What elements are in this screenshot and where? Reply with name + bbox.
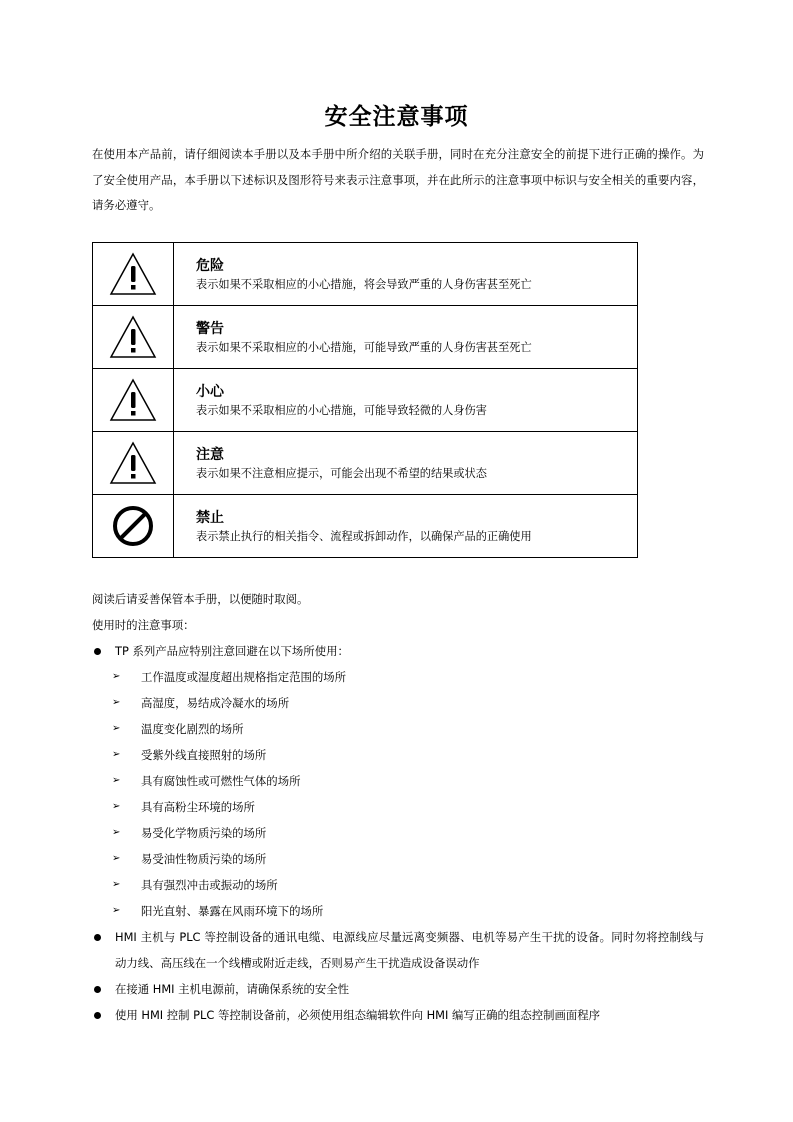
safety-row-caution — [93, 369, 638, 432]
bullet-item — [92, 638, 704, 664]
sub-list-item — [92, 768, 704, 794]
safety-text-cell — [174, 369, 638, 432]
arrow-bullet-icon: ➢ — [112, 723, 121, 734]
safety-level-desc: 表示如果不采取相应的小心措施，可能导致轻微的人身伤害 — [196, 404, 487, 417]
sub-list-item — [92, 742, 704, 768]
sub-item-text: 受紫外线直接照射的场所 — [141, 748, 267, 762]
sub-item-text: 工作温度或湿度超出规格指定范围的场所 — [141, 670, 347, 684]
safety-icon-cell — [93, 243, 174, 306]
safety-icon-cell — [93, 306, 174, 369]
safety-icon-cell — [93, 495, 174, 558]
sub-item-text: 阳光直射、暴露在风雨环境下的场所 — [141, 904, 324, 918]
safety-row-prohibited — [93, 495, 638, 558]
intro-paragraph: 在使用本产品前，请仔细阅读本手册以及本手册中所介绍的关联手册，同时在充分注意安全的前提下进行正确的操作。为了安全使用产品，本手册以下述标识及图形符号来表示注意事项，并在此所示的注意事项中标识与安全相关的重要内容，请务必遵守。 — [92, 147, 704, 212]
arrow-bullet-icon: ➢ — [112, 879, 121, 890]
sub-list-item — [92, 872, 704, 898]
sub-list-item — [92, 716, 704, 742]
sub-list-item — [92, 846, 704, 872]
safety-text-cell — [174, 495, 638, 558]
usage-heading: 使用时的注意事项： — [92, 618, 195, 632]
safety-level-name: 注意 — [196, 447, 224, 463]
prohibited-icon — [110, 503, 156, 549]
sub-item-text: 易受油性物质污染的场所 — [141, 852, 267, 866]
safety-row-notice — [93, 432, 638, 495]
warning-triangle-icon — [108, 251, 158, 297]
arrow-bullet-icon: ➢ — [112, 775, 121, 786]
warning-triangle-icon — [108, 314, 158, 360]
safety-level-name: 警告 — [196, 321, 224, 337]
sub-item-text: 具有高粉尘环境的场所 — [141, 800, 255, 814]
bullet-dot-icon — [94, 986, 101, 993]
safety-level-name: 小心 — [196, 384, 224, 400]
safety-level-name: 禁止 — [196, 510, 224, 526]
bullet-item — [92, 924, 704, 976]
sub-list-item — [92, 898, 704, 924]
arrow-bullet-icon: ➢ — [112, 801, 121, 812]
safety-row-danger — [93, 243, 638, 306]
safety-level-name: 危险 — [196, 258, 224, 274]
bullet-text: HMI 主机与 PLC 等控制设备的通讯电缆、电源线应尽量远离变频器、电机等易产生干扰的设备。同时勿将控制线与动力线、高压线在一个线槽或附近走线，否则易产生干扰造成设备误动作 — [115, 930, 704, 970]
arrow-bullet-icon: ➢ — [112, 671, 121, 682]
usage-notes-section — [92, 586, 704, 1028]
sub-item-text: 易受化学物质污染的场所 — [141, 826, 267, 840]
bullet-dot-icon — [94, 934, 101, 941]
safety-text-cell — [174, 243, 638, 306]
warning-triangle-icon — [108, 377, 158, 423]
safety-level-desc: 表示如果不采取相应的小心措施，可能导致严重的人身伤害甚至死亡 — [196, 341, 532, 354]
arrow-bullet-icon: ➢ — [112, 749, 121, 760]
arrow-bullet-icon: ➢ — [112, 697, 121, 708]
bullet-dot-icon — [94, 1012, 101, 1019]
sub-item-text: 高湿度，易结成冷凝水的场所 — [141, 696, 290, 710]
sub-list-item — [92, 794, 704, 820]
safety-icon-cell — [93, 432, 174, 495]
bullet-text: 在接通 HMI 主机电源前，请确保系统的安全性 — [115, 982, 350, 996]
sub-item-text: 具有腐蚀性或可燃性气体的场所 — [141, 774, 301, 788]
safety-row-warning — [93, 306, 638, 369]
after-reading-note: 阅读后请妥善保管本手册，以便随时取阅。 — [92, 592, 309, 606]
sub-list-item — [92, 664, 704, 690]
warning-triangle-icon — [108, 440, 158, 486]
sub-list-item — [92, 820, 704, 846]
safety-text-cell — [174, 432, 638, 495]
arrow-bullet-icon: ➢ — [112, 905, 121, 916]
sub-item-text: 温度变化剧烈的场所 — [141, 722, 244, 736]
page-title: 安全注意事项 — [324, 104, 469, 130]
safety-level-desc: 表示禁止执行的相关指令、流程或拆卸动作，以确保产品的正确使用 — [196, 530, 532, 543]
safety-level-desc: 表示如果不采取相应的小心措施，将会导致严重的人身伤害甚至死亡 — [196, 278, 532, 291]
location-sub-list — [92, 664, 704, 924]
safety-symbols-table — [92, 242, 638, 558]
bullet-item — [92, 976, 704, 1002]
bullet-text: TP 系列产品应特别注意回避在以下场所使用： — [115, 644, 349, 658]
bullet-item — [92, 1002, 704, 1028]
safety-level-desc: 表示如果不注意相应提示，可能会出现不希望的结果或状态 — [196, 467, 487, 480]
bullet-text: 使用 HMI 控制 PLC 等控制设备前，必须使用组态编辑软件向 HMI 编写正确的组态控制画面程序 — [115, 1008, 601, 1022]
safety-text-cell — [174, 306, 638, 369]
arrow-bullet-icon: ➢ — [112, 827, 121, 838]
sub-list-item — [92, 690, 704, 716]
safety-icon-cell — [93, 369, 174, 432]
arrow-bullet-icon: ➢ — [112, 853, 121, 864]
bullet-dot-icon — [94, 648, 101, 655]
sub-item-text: 具有强烈冲击或振动的场所 — [141, 878, 278, 892]
